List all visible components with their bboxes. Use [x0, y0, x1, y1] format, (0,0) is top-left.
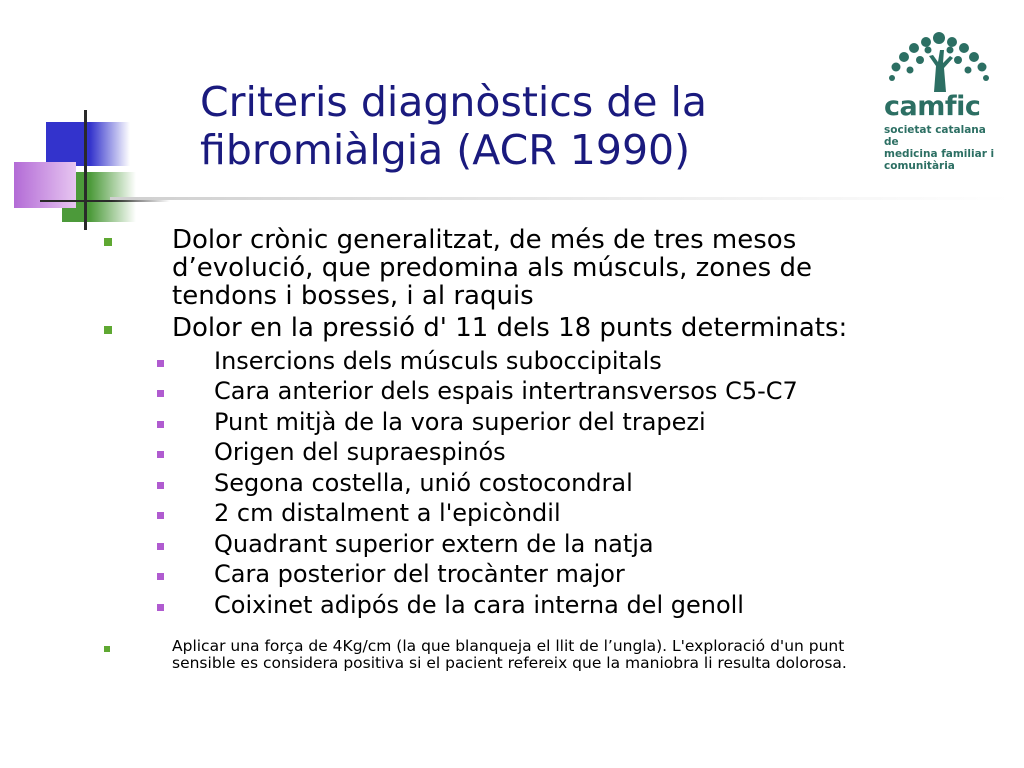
- sub-bullet-1: Insercions dels músculs suboccipitals: [214, 347, 662, 375]
- slide-title-line-1: Criteris diagnòstics de la: [200, 78, 708, 126]
- note-line-2: sensible es considera positiva si el pacient refereix que la maniobra li resulta dolorosa.: [172, 654, 847, 672]
- logo-subtitle-line-2: medicina familiar i: [884, 148, 995, 160]
- note-line-1: Aplicar una força de 4Kg/cm (la que blanqueja el llit de l’ungla). L'exploració d'un punt: [172, 637, 845, 655]
- bullet-1-line-2: d’evolució, que predomina als músculs, zones de: [172, 253, 812, 283]
- sub-bullet-2: Cara anterior dels espais intertransversos C5-C7: [214, 377, 798, 405]
- slide-title-line-2: fibromiàlgia (ACR 1990): [200, 126, 691, 174]
- bullet-marker: [104, 326, 112, 334]
- bullet-marker: [104, 646, 110, 652]
- camfic-logo: [884, 30, 1014, 172]
- sub-bullet-marker: [157, 360, 164, 367]
- bullet-2: Dolor en la pressió d' 11 dels 18 punts determinats:: [172, 313, 848, 343]
- sub-bullet-5: Segona costella, unió costocondral: [214, 469, 633, 497]
- logo-subtitle: [884, 124, 1004, 172]
- slide-title: [200, 78, 840, 174]
- bullet-1-line-3: tendons i bosses, i al raquis: [172, 281, 534, 311]
- bullet-marker: [104, 238, 112, 246]
- note-bullet: [172, 638, 952, 672]
- decor-square-blue-fade: [90, 122, 130, 166]
- sub-bullet-marker: [157, 451, 164, 458]
- logo-subtitle-line-3: comunitària: [884, 160, 955, 172]
- sub-bullet-8: Cara posterior del trocànter major: [214, 560, 625, 588]
- sub-bullet-3: Punt mitjà de la vora superior del trapezi: [214, 408, 706, 436]
- tree-icon: [884, 30, 994, 92]
- decor-vertical-line: [84, 110, 87, 230]
- bullet-1-line-1: Dolor crònic generalitzat, de més de tres mesos: [172, 225, 797, 255]
- sub-bullet-4: Origen del supraespinós: [214, 438, 506, 466]
- sub-bullet-7: Quadrant superior extern de la natja: [214, 530, 654, 558]
- sub-bullet-marker: [157, 390, 164, 397]
- title-underline: [110, 197, 1010, 200]
- sub-bullet-marker: [157, 512, 164, 519]
- sub-bullet-marker: [157, 482, 164, 489]
- sub-bullet-marker: [157, 573, 164, 580]
- sub-bullet-marker: [157, 421, 164, 428]
- sub-bullet-9: Coixinet adipós de la cara interna del genoll: [214, 591, 744, 619]
- logo-subtitle-line-1: societat catalana de: [884, 124, 986, 148]
- sub-bullet-marker: [157, 604, 164, 611]
- sub-bullet-marker: [157, 543, 164, 550]
- sub-bullet-6: 2 cm distalment a l'epicòndil: [214, 499, 561, 527]
- decor-horizontal-line: [40, 200, 170, 202]
- logo-name: camfic: [884, 91, 981, 122]
- bullet-1: [172, 226, 932, 310]
